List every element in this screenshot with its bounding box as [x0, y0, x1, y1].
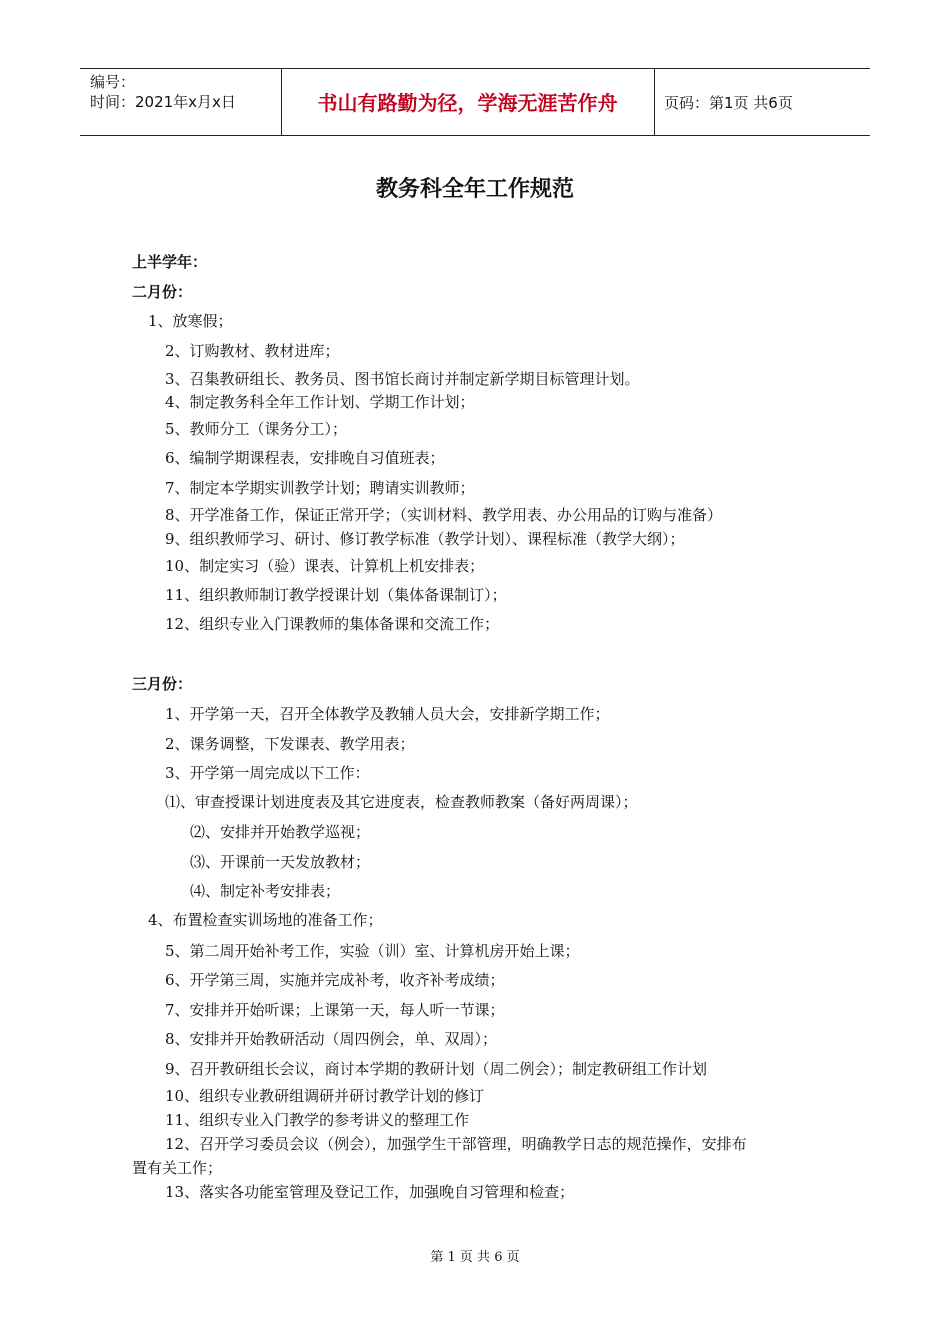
list-item: 7、制定本学期实训教学计划；聘请实训教师；	[165, 479, 475, 497]
february-heading: 二月份：	[132, 283, 193, 301]
list-item: ⑵、安排并开始教学巡视；	[190, 823, 371, 841]
list-item: 2、订购教材、教材进库；	[165, 342, 340, 360]
list-item: 6、开学第三周，实施并完成补考，收齐补考成绩；	[165, 971, 505, 989]
list-item: 4、制定教务科全年工作计划、学期工作计划；	[165, 393, 475, 411]
list-item: 1、放寒假；	[148, 312, 233, 330]
list-item: 5、教师分工（课务分工）；	[165, 420, 348, 438]
header-bottom-rule	[80, 135, 870, 136]
header-meta	[90, 72, 236, 112]
list-item: 1、开学第一天，召开全体教学及教辅人员大会，安排新学期工作；	[165, 705, 610, 723]
list-item: 9、组织教师学习、研讨、修订教学标准（教学计划）、课程标准（教学大纲）；	[165, 530, 685, 548]
header-divider-right	[654, 68, 655, 135]
list-item: 12、召开学习委员会议（例会），加强学生干部管理，明确教学日志的规范操作，安排布	[165, 1135, 747, 1153]
page-footer: 第 1 页 共 6 页	[430, 1250, 520, 1265]
list-item: 13、落实各功能室管理及登记工作，加强晚自习管理和检查；	[165, 1183, 575, 1201]
list-item: 7、安排并开始听课；上课第一天，每人听一节课；	[165, 1001, 505, 1019]
header-number-label: 编号：	[90, 73, 136, 91]
list-item: 11、组织教师制订教学授课计划（集体备课制订）；	[165, 586, 507, 604]
list-item: 8、开学准备工作，保证正常开学；（实训材料、教学用表、办公用品的订购与准备）	[165, 506, 723, 524]
list-item: 10、制定实习（验）课表、计算机上机安排表；	[165, 557, 485, 575]
list-item-continuation: 置有关工作；	[132, 1159, 223, 1177]
list-item: 9、召开教研组长会议，商讨本学期的教研计划（周二例会）；制定教研组工作计划	[165, 1060, 708, 1078]
header-motto: 书山有路勤为径，学海无涯苦作舟	[317, 91, 618, 115]
list-item: ⑴、审查授课计划进度表及其它进度表，检查教师教案（备好两周课）；	[165, 793, 638, 811]
list-item: 8、安排并开始教研活动（周四例会，单、双周）；	[165, 1030, 498, 1048]
list-item: 12、组织专业入门课教师的集体备课和交流工作；	[165, 615, 500, 633]
list-item: 11、组织专业入门教学的参考讲义的整理工作	[165, 1111, 470, 1129]
list-item: 2、课务调整，下发课表、教学用表；	[165, 735, 415, 753]
semester-heading: 上半学年：	[132, 253, 208, 271]
header-page-info: 页码：第1页 共6页	[664, 94, 793, 112]
list-item: 3、开学第一周完成以下工作：	[165, 764, 370, 782]
list-item: 3、召集教研组长、教务员、图书馆长商讨并制定新学期目标管理计划。	[165, 370, 640, 388]
list-item: 4、布置检查实训场地的准备工作；	[148, 911, 383, 929]
march-heading: 三月份：	[132, 675, 193, 693]
header-date-label: 时间：2021年x月x日	[90, 93, 236, 111]
list-item: 10、组织专业教研组调研并研讨教学计划的修订	[165, 1087, 485, 1105]
list-item: 6、编制学期课程表，安排晚自习值班表；	[165, 449, 445, 467]
document-title: 教务科全年工作规范	[375, 177, 574, 202]
list-item: ⑷、制定补考安排表；	[190, 882, 341, 900]
list-item: ⑶、开课前一天发放教材；	[190, 853, 371, 871]
list-item: 5、第二周开始补考工作，实验（训）室、计算机房开始上课；	[165, 942, 580, 960]
